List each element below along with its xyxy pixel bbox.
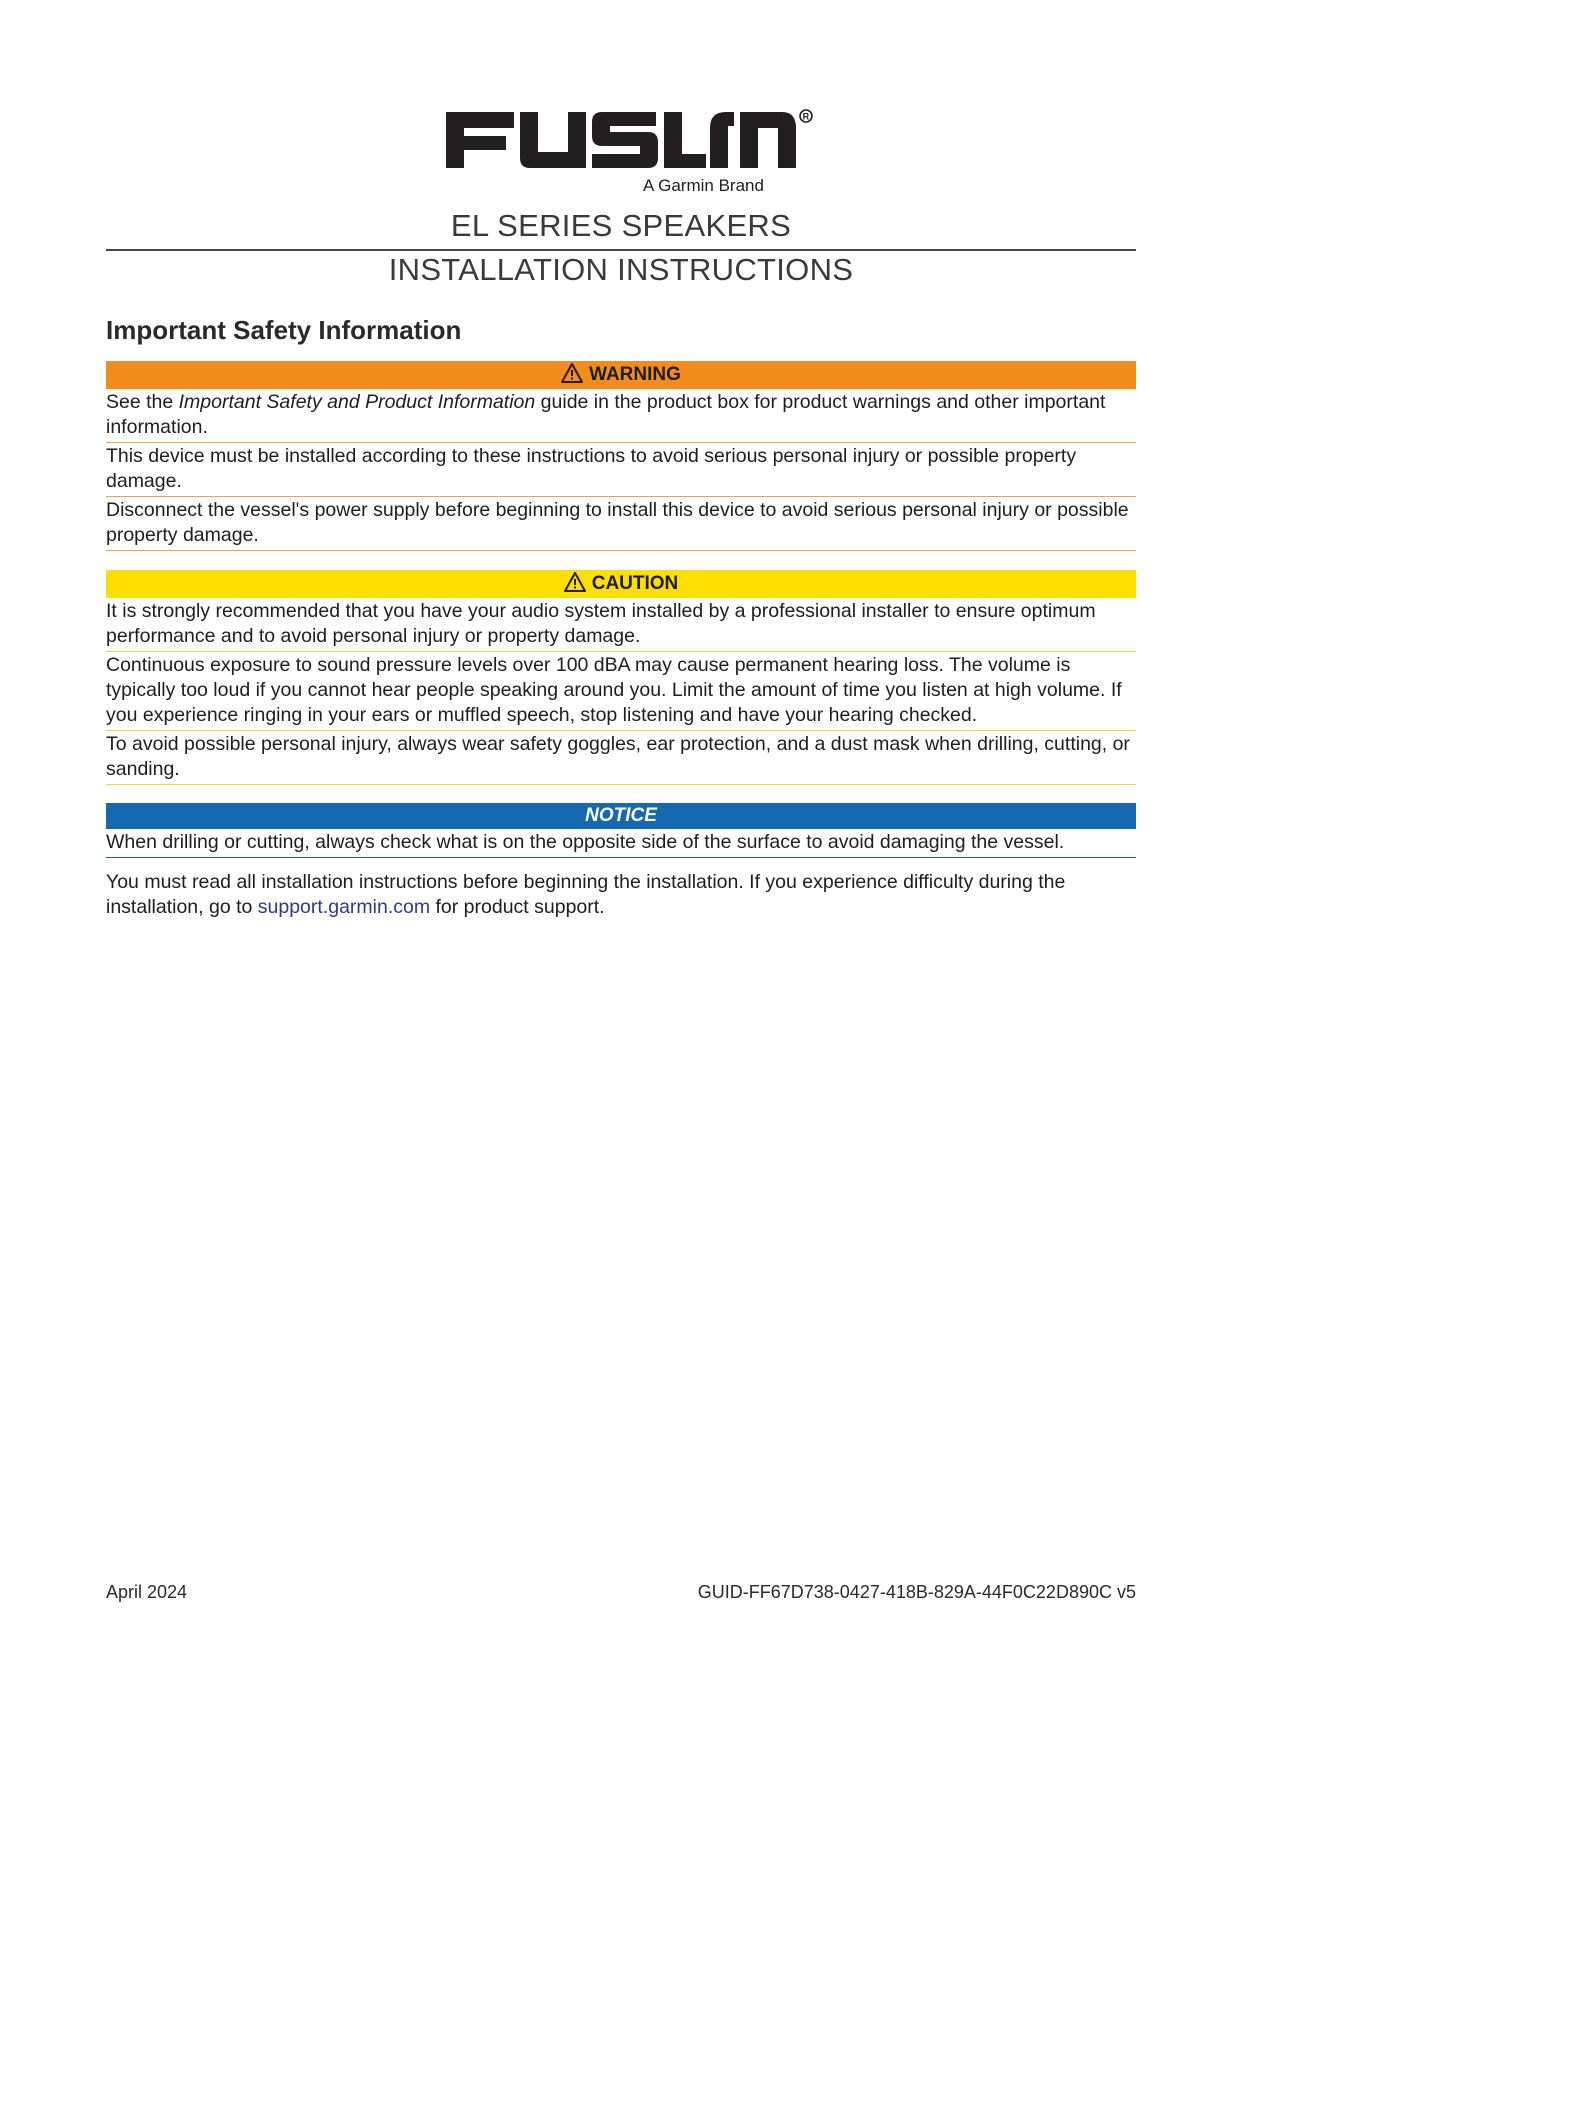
warning-triangle-icon (561, 363, 583, 392)
title-divider (106, 249, 1136, 251)
section-heading-safety: Important Safety Information (106, 315, 462, 345)
caution-triangle-icon (564, 572, 586, 601)
caution-paragraph-1: It is strongly recommended that you have your audio system installed by a professional installer to ensure optimum performance and to avoid personal injury or property damage. (106, 598, 1136, 652)
fusion-logo-mark (444, 106, 814, 176)
warning-paragraph-2: This device must be installed according to these instructions to avoid serious personal injury or possible property damage. (106, 443, 1136, 497)
warning-banner (106, 361, 1136, 389)
intro-paragraph: You must read all installation instructions before beginning the installation. If you experience difficulty during the installation, go to support.garmin.com for product support. (106, 871, 1066, 918)
caution-label: CAUTION (591, 573, 679, 594)
warning-paragraph-1: See the Important Safety and Product Information guide in the product box for product warnings and other important information. (106, 389, 1136, 443)
brand-tagline: A Garmin Brand (643, 176, 764, 195)
notice-banner: NOTICE (106, 803, 1136, 829)
svg-text:R: R (802, 111, 810, 122)
document-title-line-2: INSTALLATION INSTRUCTIONS (388, 252, 854, 287)
safety-guide-title: Important Safety and Product Information (178, 391, 536, 413)
warning-label: WARNING (589, 364, 681, 385)
caution-banner (106, 570, 1136, 598)
notice-box (106, 803, 1136, 858)
warning-box (106, 361, 1136, 551)
document-title-line-1: EL SERIES SPEAKERS (450, 208, 792, 243)
warning-paragraph-3: Disconnect the vessel's power supply before beginning to install this device to avoid serious personal injury or possible property damage. (106, 497, 1136, 551)
footer-date: April 2024 (106, 1582, 188, 1602)
support-link[interactable]: support.garmin.com (257, 896, 431, 918)
footer-guid: GUID-FF67D738-0427-418B-829A-44F0C22D890C v5 (697, 1582, 1136, 1602)
notice-paragraph-1: When drilling or cutting, always check what is on the opposite side of the surface to avoid damaging the vessel. (106, 829, 1136, 858)
caution-paragraph-2: Continuous exposure to sound pressure levels over 100 dBA may cause permanent hearing loss. The volume is typically too loud if you cannot hear people speaking around you. Limit the amount of time you listen at high volume. If you experience ringing in your ears or muffled speech, stop listening and have your hearing checked. (106, 652, 1136, 731)
caution-box (106, 570, 1136, 785)
caution-paragraph-3: To avoid possible personal injury, always wear safety goggles, ear protection, and a dust mask when drilling, cutting, or sanding. (106, 731, 1136, 785)
